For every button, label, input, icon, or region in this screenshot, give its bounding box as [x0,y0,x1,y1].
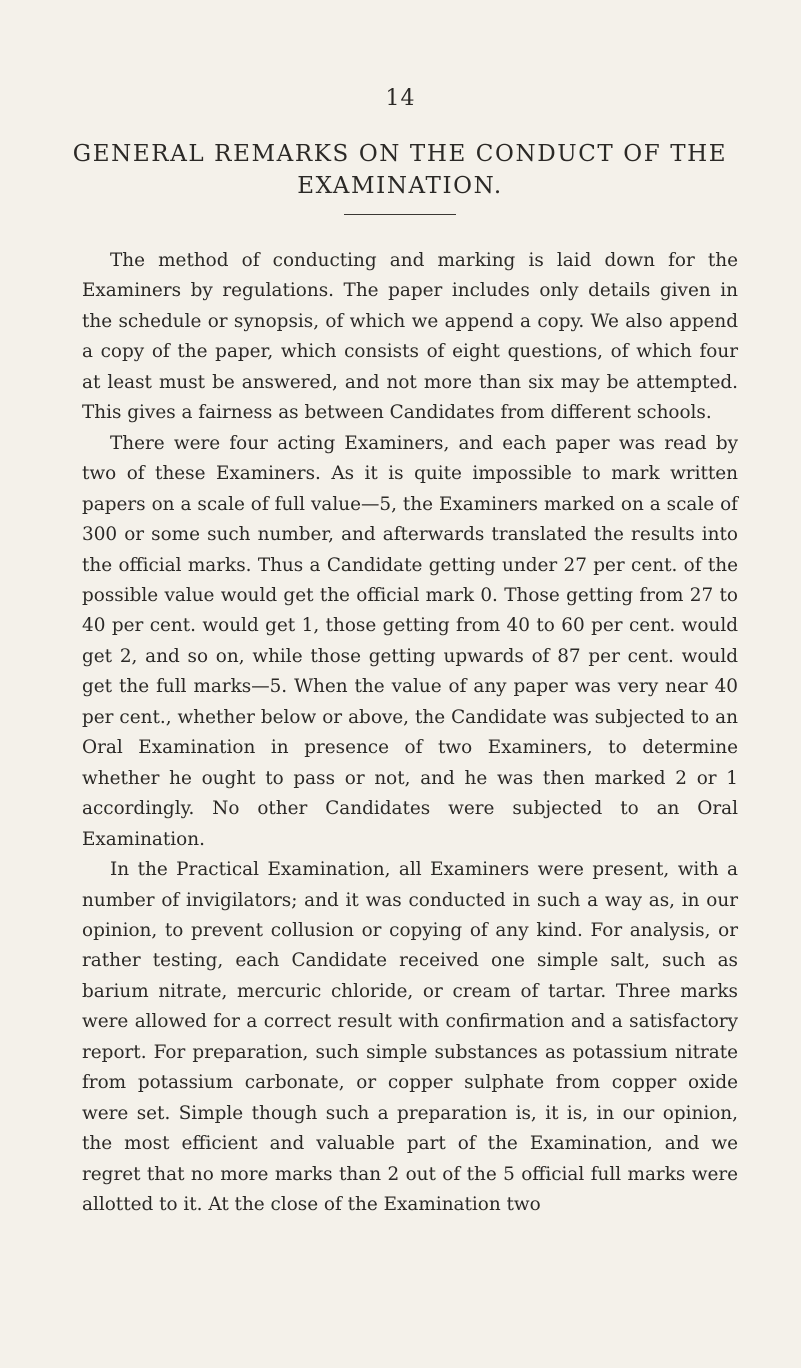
heading-line-1: GENERAL REMARKS ON THE CONDUCT OF THE [72,141,728,167]
paragraph-method: The method of conducting and marking is laid down for the Examiners by regulations. The paper includes only details given in the schedule or synopsis, of which we append a copy. We also append a copy of the paper, which consists of eight questions, of which four at least must be answered, and not more than six may be attempted. This gives a fairness as between Candidates from different schools. [82,250,738,424]
heading-divider [344,214,456,215]
page-number: 14 [385,86,416,111]
body-text [82,246,738,1221]
heading-line-2: EXAMINATION. [297,173,503,199]
section-heading [60,138,740,202]
paragraph-practical: In the Practical Examination, all Examiners were present, with a number of invigilators; and it was conducted in such a way as, in our opinion, to prevent collusion or copying of any kind. For analysis, or rather testing, each Candidate received one simple salt, such as barium nitrate, mercuric chloride, or cream of tartar. Three marks were allowed for a correct result with confirmation and a satisfactory report. For preparation, such simple substances as potassium nitrate from potassium carbonate, or copper sulphate from copper oxide were set. Simple though such a preparation is, it is, in our opinion, the most efficient and valuable part of the Examination, and we regret that no more marks than 2 out of the 5 official full marks were allotted to it. At the close of the Examination two [82,859,738,1216]
paragraph-examiners: There were four acting Examiners, and each paper was read by two of these Examiners. As it is quite impossible to mark written papers on a scale of full value—5, the Examiners marked on a scale of 300 or some such number, and afterwards translated the results into the official marks. Thus a Candidate getting under 27 per cent. of the possible value would get the official mark 0. Those getting from 27 to 40 per cent. would get 1, those getting from 40 to 60 per cent. would get 2, and so on, while those getting upwards of 87 per cent. would get the full marks—5. When the value of any paper was very near 40 per cent., whether below or above, the Candidate was subjected to an Oral Examination in presence of two Examiners, to determine whether he ought to pass or not, and he was then marked 2 or 1 accordingly. No other Candidates were subjected to an Oral Examination. [82,432,738,850]
